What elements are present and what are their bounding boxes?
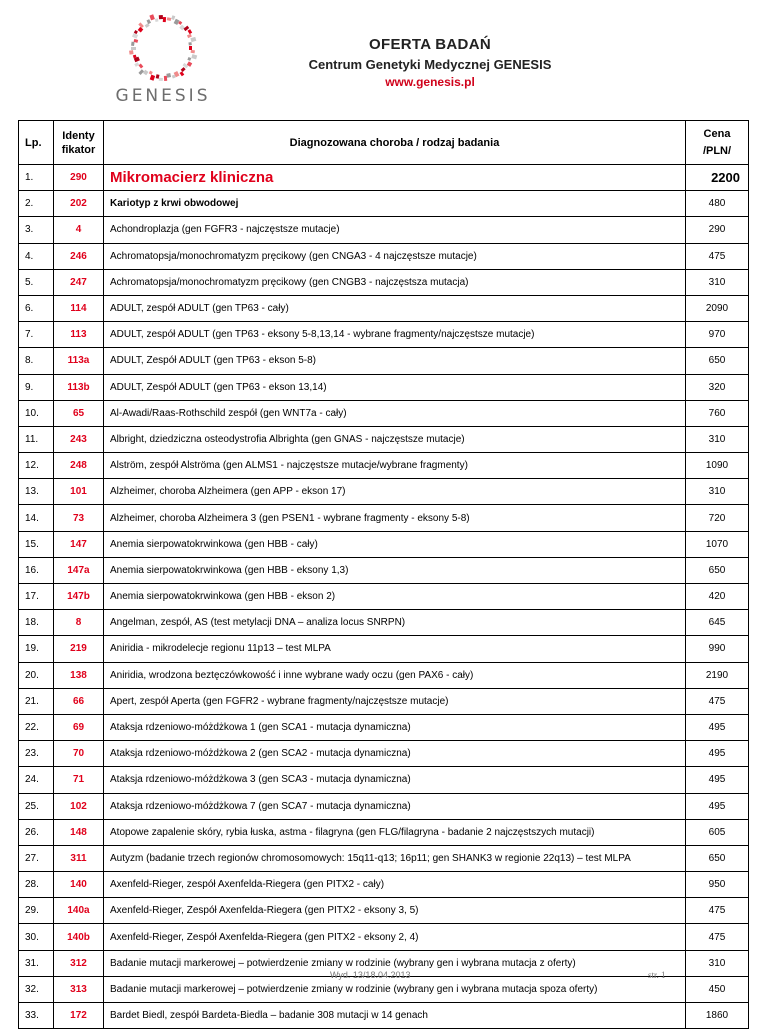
logo-dot: [138, 22, 144, 28]
row-description: Alzheimer, choroba Alzheimera (gen APP - ekson 17): [104, 479, 686, 505]
row-price: 310: [686, 426, 749, 452]
row-identifier: 290: [54, 165, 104, 191]
row-identifier: 147: [54, 531, 104, 557]
logo-dot: [143, 70, 149, 76]
row-number: 30.: [19, 924, 54, 950]
row-number: 4.: [19, 243, 54, 269]
row-description: Achondroplazja (gen FGFR3 - najczęstsze mutacje): [104, 217, 686, 243]
logo-dot: [171, 15, 175, 20]
row-description: Badanie mutacji markerowej – potwierdzenie zmiany w rodzinie (wybrany gen i wybrana mutacja spoza oferty): [104, 976, 686, 1002]
row-identifier: 69: [54, 714, 104, 740]
row-price: 2200: [686, 165, 749, 191]
table-row: [19, 793, 749, 819]
row-number: 6.: [19, 295, 54, 321]
table-header-row: [19, 121, 749, 165]
footer-edition-date: Wyd. 13/18.04.2013: [330, 970, 411, 980]
table-row: [19, 191, 749, 217]
row-identifier: 313: [54, 976, 104, 1002]
table-row: [19, 374, 749, 400]
logo-dot: [167, 17, 172, 21]
row-description: Badanie mutacji markerowej – potwierdzenie zmiany w rodzinie (wybrany gen i wybrana mutacja z oferty): [104, 950, 686, 976]
row-description: ADULT, zespół ADULT (gen TP63 - cały): [104, 295, 686, 321]
row-description: Al-Awadi/Raas-Rothschild zespół (gen WNT7a - cały): [104, 400, 686, 426]
table-row: [19, 217, 749, 243]
row-description: Alzheimer, choroba Alzheimera 3 (gen PSEN1 - wybrane fragmenty - eksony 5-8): [104, 505, 686, 531]
row-price: 475: [686, 898, 749, 924]
column-header-price-line1: Cena: [703, 127, 731, 140]
row-number: 14.: [19, 505, 54, 531]
table-row: [19, 584, 749, 610]
table-row: [19, 269, 749, 295]
row-identifier: 172: [54, 1003, 104, 1029]
table-row: [19, 688, 749, 714]
logo-dot: [174, 19, 180, 25]
logo-dot: [181, 67, 186, 72]
logo-dot: [132, 33, 138, 39]
row-description: Aniridia - mikrodelecje regionu 11p13 – test MLPA: [104, 636, 686, 662]
logo-dot: [138, 69, 144, 75]
row-price: 645: [686, 610, 749, 636]
table-row: [19, 557, 749, 583]
table-row: [19, 898, 749, 924]
logo-dot: [129, 50, 134, 55]
row-description: Albright, dziedziczna osteodystrofia Albrighta (gen GNAS - najczęstsze mutacje): [104, 426, 686, 452]
row-number: 11.: [19, 426, 54, 452]
row-identifier: 8: [54, 610, 104, 636]
row-price: 605: [686, 819, 749, 845]
row-description: Axenfeld-Rieger, Zespół Axenfelda-Riegera (gen PITX2 - eksony 2, 4): [104, 924, 686, 950]
row-description: Ataksja rdzeniowo-móżdżkowa 2 (gen SCA2 - mutacja dynamiczna): [104, 741, 686, 767]
row-price: 2190: [686, 662, 749, 688]
row-number: 23.: [19, 741, 54, 767]
row-number: 31.: [19, 950, 54, 976]
website-link[interactable]: www.genesis.pl: [385, 75, 475, 89]
row-price: 1070: [686, 531, 749, 557]
logo-dot: [159, 15, 163, 19]
row-price: 495: [686, 767, 749, 793]
row-number: 20.: [19, 662, 54, 688]
column-header-identifier-line1: Identy: [62, 129, 95, 142]
table-row: [19, 479, 749, 505]
row-price: 495: [686, 741, 749, 767]
row-identifier: 311: [54, 845, 104, 871]
row-price: 475: [686, 243, 749, 269]
row-identifier: 246: [54, 243, 104, 269]
footer-page-number: str. 1: [648, 970, 666, 980]
offer-table: [18, 120, 749, 1029]
logo-dot: [155, 18, 159, 22]
row-number: 12.: [19, 453, 54, 479]
row-description: Achromatopsja/monochromatyzm pręcikowy (gen CNGB3 - najczęstsza mutacja): [104, 269, 686, 295]
logo-dot: [134, 62, 139, 67]
row-price: 310: [686, 950, 749, 976]
row-identifier: 101: [54, 479, 104, 505]
table-row: [19, 714, 749, 740]
logo-dot: [188, 29, 193, 34]
row-price: 480: [686, 191, 749, 217]
logo-dot: [188, 42, 191, 45]
row-price: 650: [686, 557, 749, 583]
row-description: Anemia sierpowatokrwinkowa (gen HBB - ekson 2): [104, 584, 686, 610]
row-identifier: 243: [54, 426, 104, 452]
row-number: 32.: [19, 976, 54, 1002]
genesis-logo: [108, 12, 218, 104]
row-number: 22.: [19, 714, 54, 740]
row-price: 720: [686, 505, 749, 531]
row-number: 21.: [19, 688, 54, 714]
logo-dot: [189, 46, 192, 50]
table-row: [19, 1003, 749, 1029]
row-price: 970: [686, 322, 749, 348]
logo-dot: [187, 57, 191, 61]
row-identifier: 70: [54, 741, 104, 767]
column-header-identifier-line2: fikator: [61, 143, 96, 156]
row-number: 9.: [19, 374, 54, 400]
row-identifier: 219: [54, 636, 104, 662]
column-header-description: Diagnozowana choroba / rodzaj badania: [104, 121, 686, 165]
logo-dot: [145, 23, 150, 28]
table-row: [19, 741, 749, 767]
row-identifier: 73: [54, 505, 104, 531]
logo-dot: [149, 71, 153, 75]
row-identifier: 140b: [54, 924, 104, 950]
table-row: [19, 767, 749, 793]
row-number: 7.: [19, 322, 54, 348]
table-row: [19, 924, 749, 950]
row-description: Aniridia, wrodzona beztęczówkowość i inne wybrane wady oczu (gen PAX6 - cały): [104, 662, 686, 688]
row-identifier: 147b: [54, 584, 104, 610]
row-description: Axenfeld-Rieger, zespół Axenfelda-Riegera (gen PITX2 - cały): [104, 872, 686, 898]
row-identifier: 248: [54, 453, 104, 479]
table-row: [19, 531, 749, 557]
table-row: [19, 636, 749, 662]
logo-dot: [190, 37, 196, 42]
row-description: Achromatopsja/monochromatyzm pręcikowy (gen CNGA3 - 4 najczęstsze mutacje): [104, 243, 686, 269]
row-price: 1090: [686, 453, 749, 479]
table-row: [19, 505, 749, 531]
logo-dot: [138, 27, 144, 33]
table-row: [19, 845, 749, 871]
table-row: [19, 348, 749, 374]
logo-dot: [164, 76, 167, 81]
row-identifier: 114: [54, 295, 104, 321]
table-row: [19, 453, 749, 479]
row-description: Bardet Biedl, zespół Bardeta-Biedla – badanie 308 mutacji w 14 genach: [104, 1003, 686, 1029]
row-number: 16.: [19, 557, 54, 583]
row-description: Alström, zespół Alströma (gen ALMS1 - najczęstsze mutacje/wybrane fragmenty): [104, 453, 686, 479]
row-price: 650: [686, 845, 749, 871]
row-description: Apert, zespół Aperta (gen FGFR2 - wybrane fragmenty/najczęstsze mutacje): [104, 688, 686, 714]
table-row: [19, 243, 749, 269]
row-description: Ataksja rdzeniowo-móżdżkowa 1 (gen SCA1 - mutacja dynamiczna): [104, 714, 686, 740]
row-price: 310: [686, 479, 749, 505]
row-number: 25.: [19, 793, 54, 819]
logo-dot: [163, 17, 166, 22]
row-price: 320: [686, 374, 749, 400]
row-number: 24.: [19, 767, 54, 793]
row-number: 33.: [19, 1003, 54, 1029]
row-identifier: 138: [54, 662, 104, 688]
dna-ring-icon: [108, 12, 218, 86]
row-number: 8.: [19, 348, 54, 374]
column-header-price: [686, 121, 749, 165]
row-price: 310: [686, 269, 749, 295]
row-price: 475: [686, 688, 749, 714]
logo-dot: [166, 73, 171, 78]
row-identifier: 71: [54, 767, 104, 793]
row-identifier: 312: [54, 950, 104, 976]
row-price: 290: [686, 217, 749, 243]
row-description: ADULT, Zespół ADULT (gen TP63 - ekson 13,14): [104, 374, 686, 400]
row-price: 450: [686, 976, 749, 1002]
row-identifier: 113a: [54, 348, 104, 374]
table-row: [19, 322, 749, 348]
row-description: Axenfeld-Rieger, Zespół Axenfelda-Riegera (gen PITX2 - eksony 3, 5): [104, 898, 686, 924]
table-row: [19, 872, 749, 898]
row-price: 650: [686, 348, 749, 374]
table-row: [19, 426, 749, 452]
logo-dot: [180, 71, 185, 76]
logo-dot: [131, 42, 135, 46]
table-row: [19, 400, 749, 426]
row-number: 13.: [19, 479, 54, 505]
row-price: 990: [686, 636, 749, 662]
row-number: 5.: [19, 269, 54, 295]
row-price: 495: [686, 793, 749, 819]
row-description: Anemia sierpowatokrwinkowa (gen HBB - eksony 1,3): [104, 557, 686, 583]
row-identifier: 140a: [54, 898, 104, 924]
logo-dot: [150, 75, 155, 81]
row-number: 29.: [19, 898, 54, 924]
row-price: 950: [686, 872, 749, 898]
table-row: [19, 976, 749, 1002]
row-number: 17.: [19, 584, 54, 610]
row-price: 420: [686, 584, 749, 610]
table-row: [19, 662, 749, 688]
row-number: 3.: [19, 217, 54, 243]
row-number: 18.: [19, 610, 54, 636]
row-number: 15.: [19, 531, 54, 557]
row-description: Anemia sierpowatokrwinkowa (gen HBB - cały): [104, 531, 686, 557]
row-description: Ataksja rdzeniowo-móżdżkowa 3 (gen SCA3 - mutacja dynamiczna): [104, 767, 686, 793]
row-price: 495: [686, 714, 749, 740]
row-number: 2.: [19, 191, 54, 217]
logo-dot: [187, 34, 192, 38]
row-identifier: 202: [54, 191, 104, 217]
page-subtitle: Centrum Genetyki Medycznej GENESIS: [308, 57, 552, 72]
table-row: [19, 295, 749, 321]
row-identifier: 66: [54, 688, 104, 714]
row-number: 10.: [19, 400, 54, 426]
row-description: Angelman, zespół, AS (test metylacji DNA – analiza locus SNRPN): [104, 610, 686, 636]
row-description: Autyzm (badanie trzech regionów chromosomowych: 15q11-q13; 16p11; gen SHANK3 w regionie 22q13) – test MLPA: [104, 845, 686, 871]
table-row: [19, 819, 749, 845]
row-price: 2090: [686, 295, 749, 321]
logo-dot: [149, 14, 154, 20]
row-identifier: 140: [54, 872, 104, 898]
column-header-price-line2: /PLN/: [702, 144, 732, 157]
row-identifier: 102: [54, 793, 104, 819]
row-description: ADULT, Zespół ADULT (gen TP63 - ekson 5-8): [104, 348, 686, 374]
row-identifier: 247: [54, 269, 104, 295]
row-identifier: 147a: [54, 557, 104, 583]
table-row: [19, 165, 749, 191]
logo-dot: [131, 47, 136, 50]
column-header-identifier: [54, 121, 104, 165]
logo-dot: [156, 74, 160, 79]
row-number: 28.: [19, 872, 54, 898]
row-identifier: 113b: [54, 374, 104, 400]
row-number: 27.: [19, 845, 54, 871]
row-number: 19.: [19, 636, 54, 662]
column-header-lp: Lp.: [19, 121, 54, 165]
row-number: 26.: [19, 819, 54, 845]
row-description: Mikromacierz kliniczna: [104, 165, 686, 191]
logo-dot: [159, 78, 163, 81]
row-number: 1.: [19, 165, 54, 191]
row-price: 760: [686, 400, 749, 426]
row-identifier: 148: [54, 819, 104, 845]
row-identifier: 65: [54, 400, 104, 426]
logo-text: GENESIS: [115, 86, 211, 106]
row-price: 475: [686, 924, 749, 950]
row-description: Atopowe zapalenie skóry, rybia łuska, astma - filagryna (gen FLG/filagryna - badanie 2 najczęstszych mutacji): [104, 819, 686, 845]
row-price: 1860: [686, 1003, 749, 1029]
logo-dot: [138, 63, 143, 68]
logo-dot: [191, 50, 195, 54]
row-identifier: 4: [54, 217, 104, 243]
logo-dot: [191, 54, 197, 59]
logo-dot: [147, 19, 151, 24]
row-description: ADULT, zespół ADULT (gen TP63 - eksony 5-8,13,14 - wybrane fragmenty/najczęstsze mutacje): [104, 322, 686, 348]
row-description: Ataksja rdzeniowo-móżdżkowa 7 (gen SCA7 - mutacja dynamiczna): [104, 793, 686, 819]
row-identifier: 113: [54, 322, 104, 348]
page-title: OFERTA BADAŃ: [369, 36, 491, 53]
row-description: Kariotyp z krwi obwodowej: [104, 191, 686, 217]
table-row: [19, 610, 749, 636]
